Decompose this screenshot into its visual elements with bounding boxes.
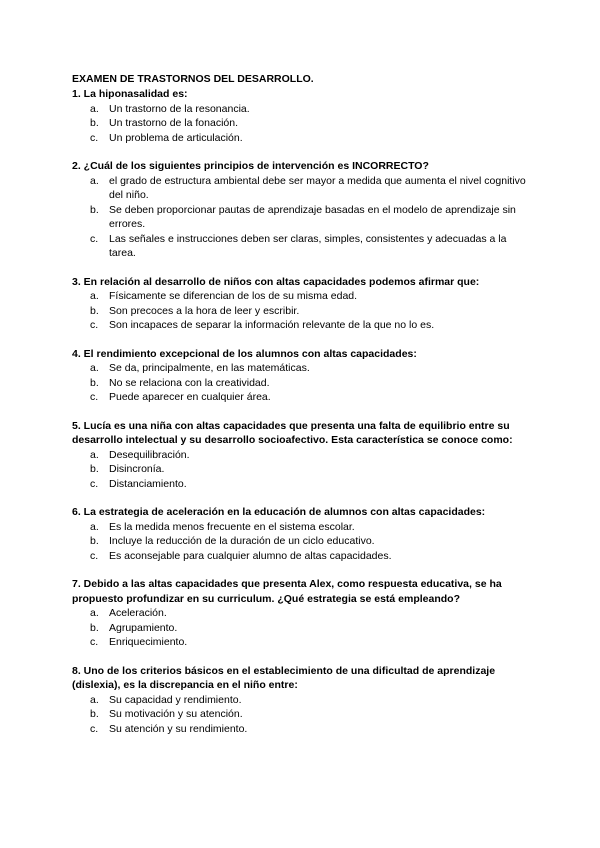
option-text: Aceleración.	[109, 607, 167, 619]
option-letter: a.	[90, 520, 99, 533]
question-2	[72, 159, 532, 261]
answer-option	[72, 520, 532, 535]
option-letter: a.	[90, 102, 99, 115]
question-list	[72, 87, 532, 736]
option-text: Su atención y su rendimiento.	[109, 722, 248, 735]
question-8	[72, 664, 532, 737]
option-letter: c.	[90, 131, 99, 144]
question-7	[72, 577, 532, 650]
answer-option	[72, 318, 532, 333]
option-text: Un trastorno de la fonación.	[109, 117, 238, 129]
option-text: Disincronía.	[109, 463, 165, 475]
option-letter: b.	[90, 117, 99, 129]
question-text: 3. En relación al desarrollo de niños con altas capacidades podemos afirmar que:	[72, 275, 480, 288]
answer-option	[72, 390, 532, 405]
option-letter: c.	[90, 391, 99, 403]
option-letter: b.	[90, 621, 99, 634]
question-text: 1. La hiponasalidad es:	[72, 88, 188, 100]
option-text: Son precoces a la hora de leer y escribir.	[109, 304, 300, 317]
answer-option	[72, 102, 532, 117]
option-text: Distanciamiento.	[109, 477, 187, 490]
answer-option	[72, 635, 532, 650]
option-letter: b.	[90, 463, 99, 475]
option-text: Son incapaces de separar la información relevante de la que no lo es.	[109, 319, 435, 331]
answer-option	[72, 722, 532, 737]
option-letter: c.	[90, 549, 99, 562]
answer-option	[72, 534, 532, 549]
option-text: Un trastorno de la resonancia.	[109, 102, 250, 115]
question-text: 8. Uno de los criterios básicos en el establecimiento de una dificultad de aprendizaje (dislexia), es la discrepancia en el niño entre:	[72, 664, 496, 691]
option-text: Un problema de articulación.	[109, 131, 243, 144]
option-text: Enriquecimiento.	[109, 636, 188, 648]
option-text: Su capacidad y rendimiento.	[109, 693, 242, 706]
option-letter: b.	[90, 708, 99, 720]
question-4	[72, 347, 532, 405]
answer-option	[72, 174, 532, 203]
option-text: No se relaciona con la creatividad.	[109, 376, 270, 389]
option-text: Es la medida menos frecuente en el sistema escolar.	[109, 520, 355, 533]
option-text: Se da, principalmente, en las matemáticas.	[109, 362, 310, 374]
question-6	[72, 505, 532, 563]
question-1	[72, 87, 532, 145]
exam-title: EXAMEN DE TRASTORNOS DEL DESARROLLO.	[72, 73, 314, 85]
option-text: Incluye la reducción de la duración de un ciclo educativo.	[109, 535, 375, 547]
option-letter: c.	[90, 477, 99, 490]
question-text: 6. La estrategia de aceleración en la educación de alumnos con altas capacidades:	[72, 506, 486, 518]
answer-option	[72, 116, 532, 131]
answer-option	[72, 361, 532, 376]
question-text: 7. Debido a las altas capacidades que presenta Alex, como respuesta educativa, se ha propuesto profundizar en su curriculum. ¿Qué estrategia se está empleando?	[72, 578, 502, 605]
option-text: Las señales e instrucciones deben ser claras, simples, consistentes y adecuadas a la tarea.	[109, 232, 507, 259]
answer-option	[72, 376, 532, 391]
option-letter: b.	[90, 376, 99, 389]
option-text: el grado de estructura ambiental debe ser mayor a medida que aumenta el nivel cognitivo del niño.	[109, 174, 526, 201]
option-letter: c.	[90, 722, 99, 735]
option-letter: a.	[90, 448, 99, 461]
option-letter: c.	[90, 319, 99, 331]
answer-option	[72, 448, 532, 463]
option-letter: c.	[90, 232, 99, 245]
option-text: Físicamente se diferencian de los de su misma edad.	[109, 290, 358, 302]
answer-option	[72, 606, 532, 621]
answer-option	[72, 304, 532, 319]
option-text: Su motivación y su atención.	[109, 708, 243, 720]
question-text: 4. El rendimiento excepcional de los alumnos con altas capacidades:	[72, 347, 417, 360]
answer-option	[72, 693, 532, 708]
answer-option	[72, 477, 532, 492]
option-text: Desequilibración.	[109, 448, 190, 461]
exam-page	[72, 72, 532, 750]
answer-option	[72, 289, 532, 304]
option-letter: b.	[90, 304, 99, 317]
option-letter: b.	[90, 203, 99, 216]
option-letter: a.	[90, 290, 99, 302]
option-letter: c.	[90, 636, 99, 648]
answer-option	[72, 549, 532, 564]
answer-option	[72, 203, 532, 232]
answer-option	[72, 131, 532, 146]
question-text: 5. Lucía es una niña con altas capacidades que presenta una falta de equilibrio entre su desarrollo intelectual y su desarrollo socioafectivo. Esta característica se conoce como:	[72, 419, 513, 446]
option-letter: a.	[90, 174, 99, 187]
option-text: Agrupamiento.	[109, 621, 178, 634]
option-letter: b.	[90, 535, 99, 547]
option-text: Se deben proporcionar pautas de aprendizaje basadas en el modelo de aprendizaje sin errores.	[109, 203, 516, 230]
option-text: Puede aparecer en cualquier área.	[109, 391, 271, 403]
option-letter: a.	[90, 693, 99, 706]
answer-option	[72, 707, 532, 722]
option-text: Es aconsejable para cualquier alumno de altas capacidades.	[109, 549, 392, 562]
question-5	[72, 419, 532, 492]
option-letter: a.	[90, 607, 99, 619]
option-letter: a.	[90, 362, 99, 374]
question-3	[72, 275, 532, 333]
answer-option	[72, 621, 532, 636]
question-text: 2. ¿Cuál de los siguientes principios de intervención es INCORRECTO?	[72, 160, 429, 172]
answer-option	[72, 232, 532, 261]
answer-option	[72, 462, 532, 477]
